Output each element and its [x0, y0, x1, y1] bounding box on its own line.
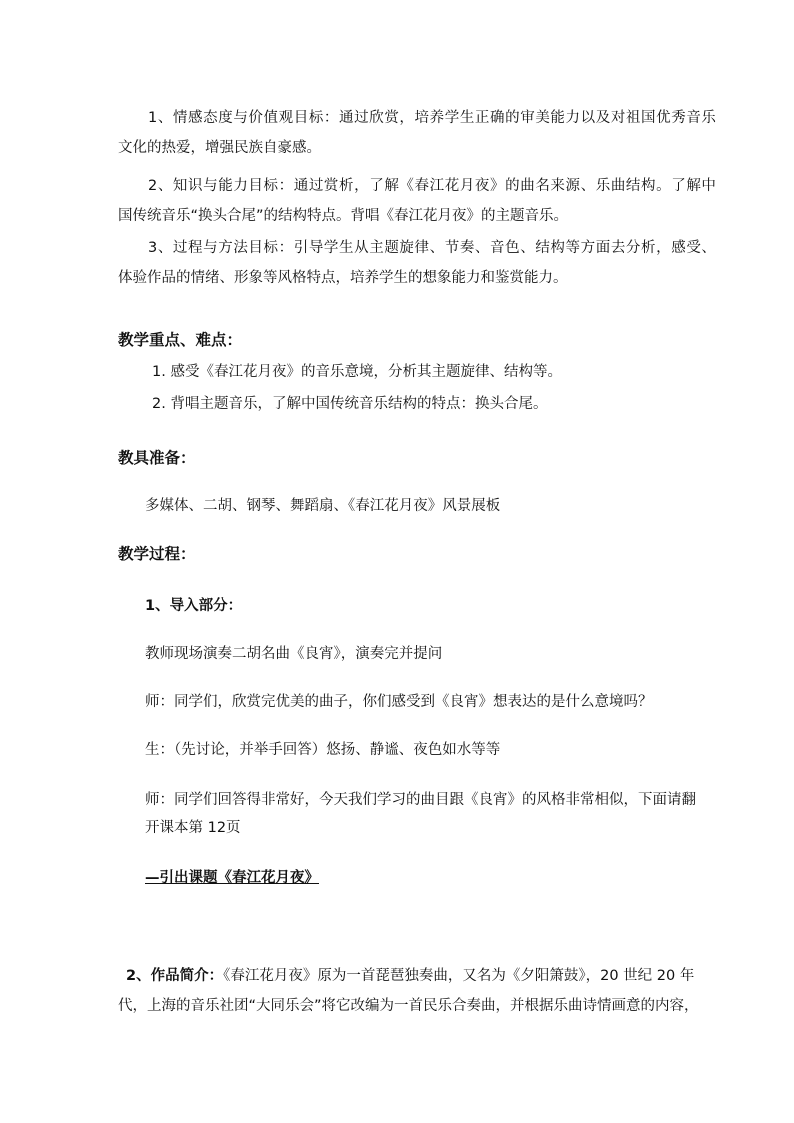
- intro-heading: 1、导入部分：: [145, 598, 243, 614]
- teacher-response-line-1: 师：同学们回答得非常好，今天我们学习的曲目跟《良宵》的风格非常相似，下面请翻: [145, 792, 696, 808]
- materials-text: 多媒体、二胡、钢琴、舞蹈扇、《春江花月夜》风景展板: [145, 498, 501, 514]
- key-point-item-2: 2. 背唱主题音乐，了解中国传统音乐结构的特点：换头合尾。: [152, 396, 548, 412]
- work-intro-line-1: [126, 966, 694, 986]
- goal-2-line-1: 2、知识与能力目标：通过赏析，了解《春江花月夜》的曲名来源、乐曲结构。了解中: [148, 178, 717, 194]
- goal-2-line-2: 国传统音乐“换头合尾”的结构特点。背唱《春江花月夜》的主题音乐。: [118, 208, 569, 224]
- teacher-response-line-2: 开课本第 12页: [145, 820, 241, 836]
- work-intro-line-2: 代，上海的音乐社团“大同乐会”将它改编为一首民乐合奏曲，并根据乐曲诗情画意的内容，: [118, 998, 699, 1014]
- goal-1-line-2: 文化的热爱，增强民族自豪感。: [118, 140, 321, 156]
- intro-line-1: 教师现场演奏二胡名曲《良宵》，演奏完并提问: [145, 646, 443, 662]
- lesson-topic: —引出课题《春江花月夜》: [145, 870, 319, 886]
- goal-1-line-1: 1、情感态度与价值观目标：通过欣赏，培养学生正确的审美能力以及对祖国优秀音乐: [148, 110, 717, 126]
- key-point-item-1: 1. 感受《春江花月夜》的音乐意境，分析其主题旋律、结构等。: [152, 364, 562, 380]
- goal-3-line-1: 3、过程与方法目标：引导学生从主题旋律、节奏、音色、结构等方面去分析，感受、: [148, 240, 717, 256]
- student-answer: 生：（先讨论，并举手回答）悠扬、静谧、夜色如水等等: [145, 742, 501, 758]
- materials-heading: 教具准备：: [118, 449, 196, 467]
- work-intro-label: 2、作品简介：: [126, 968, 224, 984]
- process-heading: 教学过程：: [118, 545, 196, 563]
- work-intro-text: 《春江花月夜》原为一首琵琶独奏曲，又名为《夕阳箫鼓》，20 世纪 20 年: [223, 968, 695, 984]
- key-points-heading: 教学重点、难点：: [118, 331, 243, 349]
- goal-3-line-2: 体验作品的情绪、形象等风格特点，培养学生的想象能力和鉴赏能力。: [118, 270, 568, 286]
- teacher-question: 师：同学们，欣赏完优美的曲子，你们感受到《良宵》想表达的是什么意境吗？: [145, 694, 653, 710]
